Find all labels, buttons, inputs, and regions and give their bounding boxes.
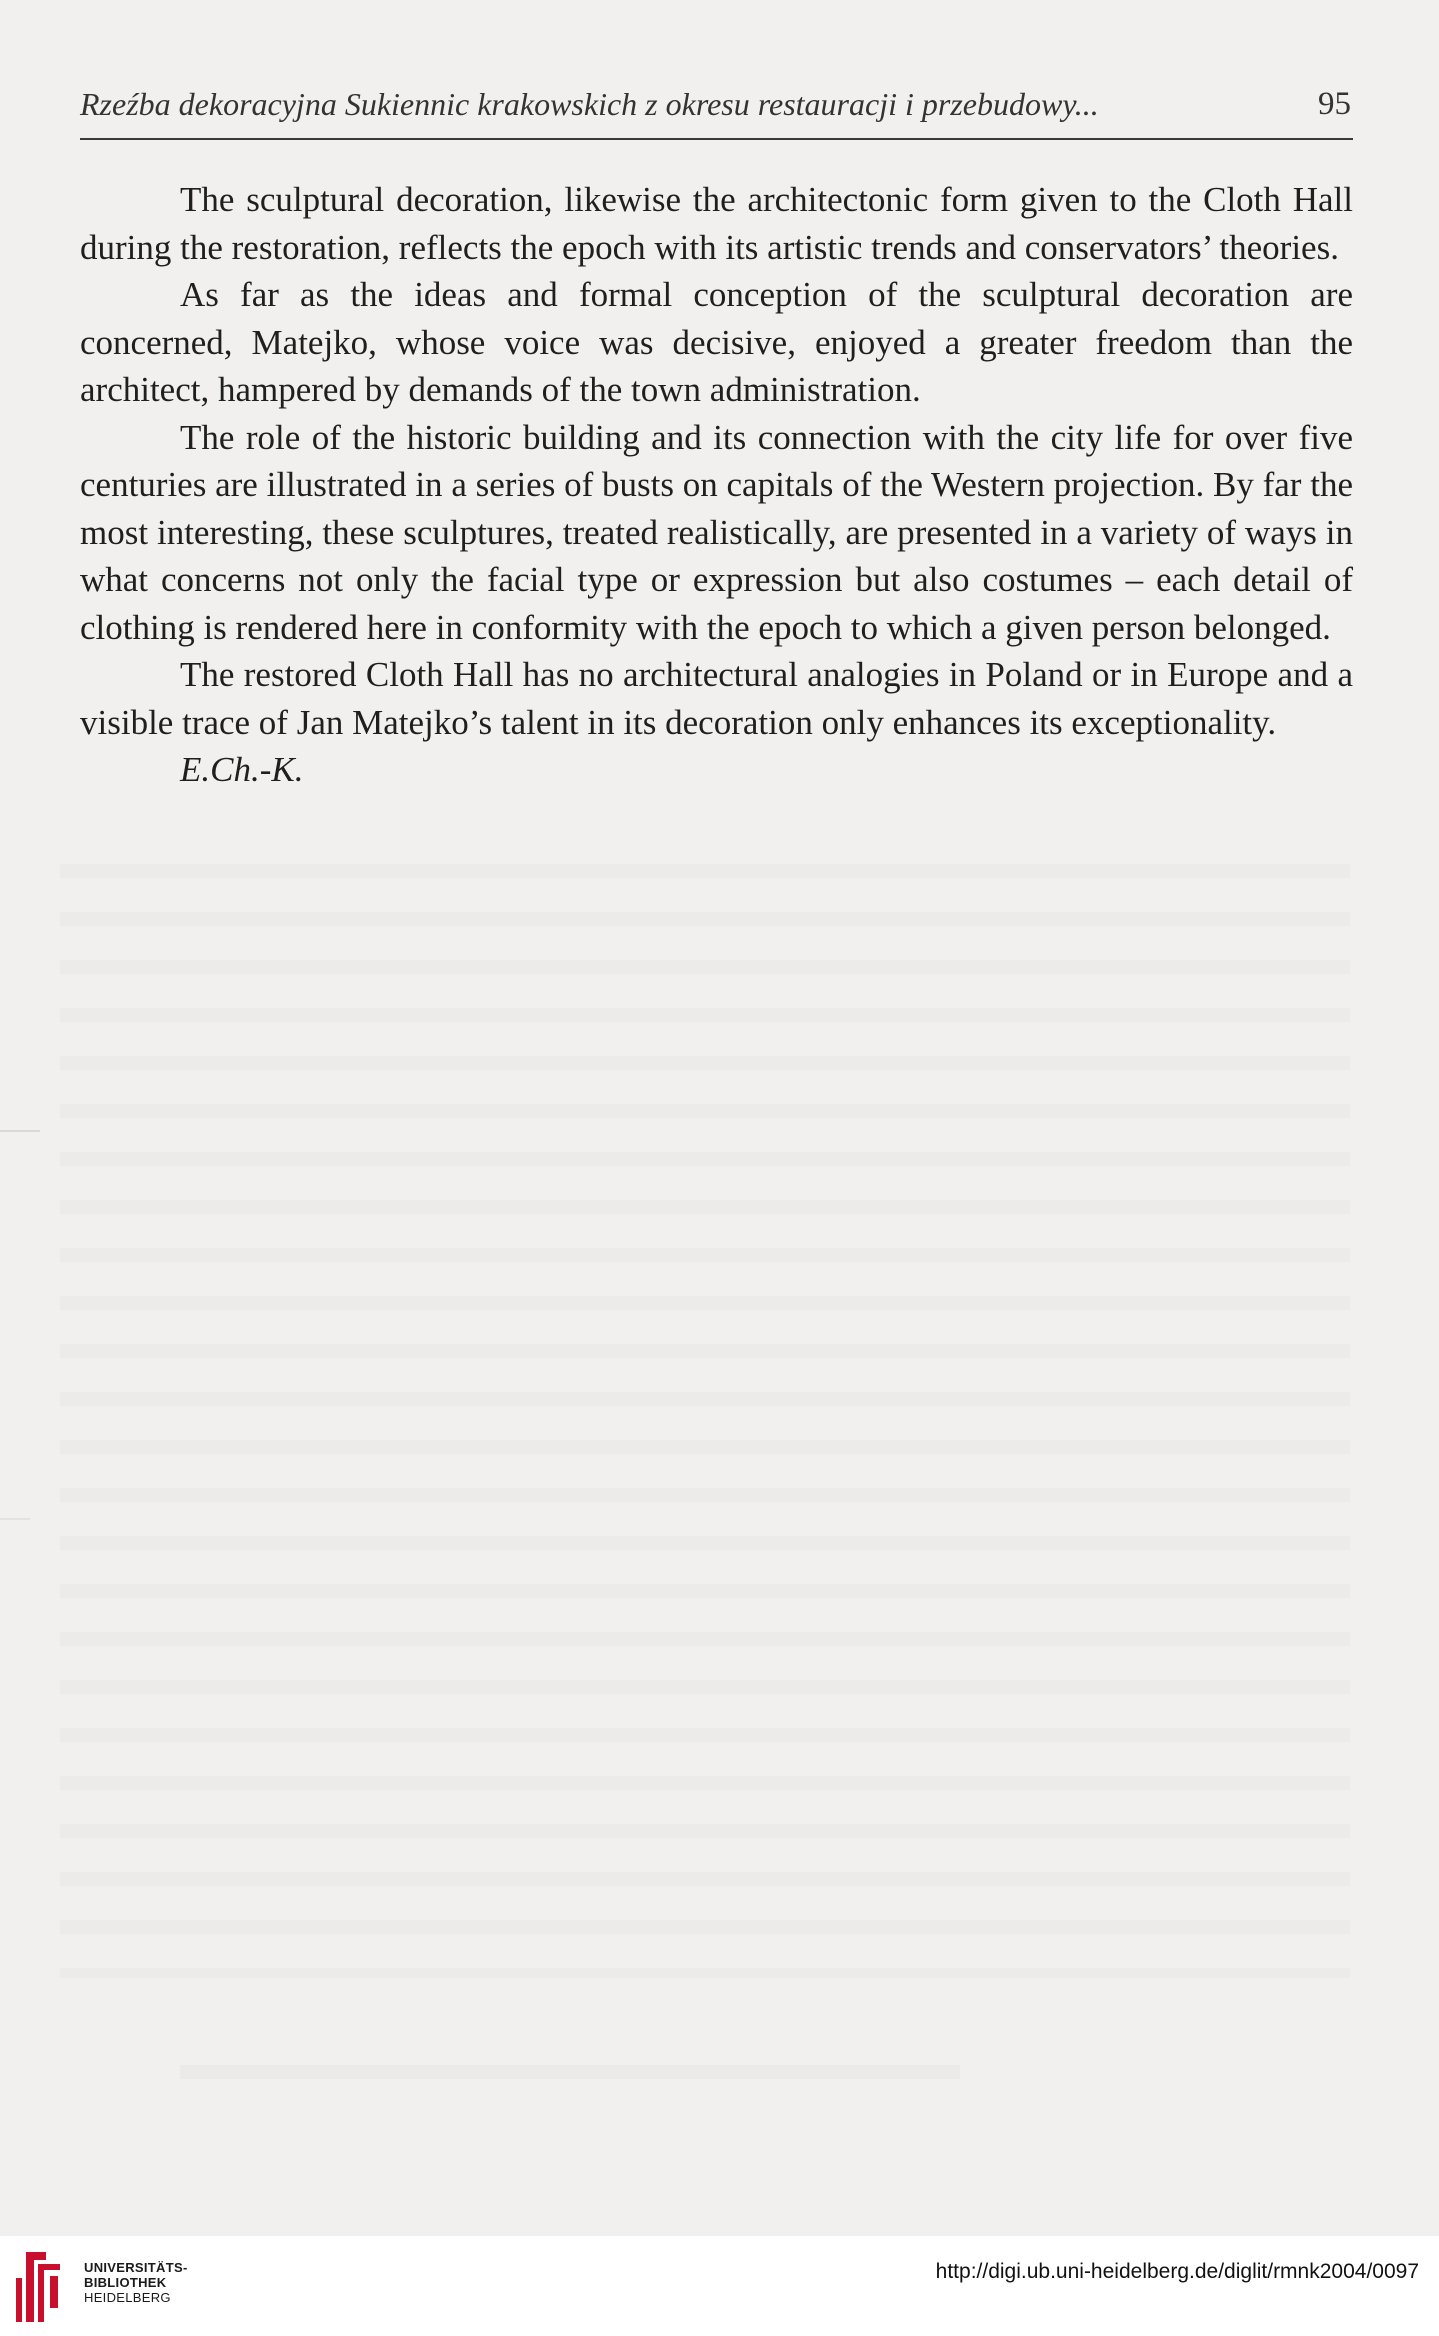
bleed-through-text (60, 838, 1350, 1978)
margin-mark (0, 1130, 40, 1132)
paragraph-2: As far as the ideas and formal conception of the sculptural decoration are concerned, Matejko, whose voice was decisive, enjoyed a greater freedom than the architect, hampered by demands of the town administration. (80, 275, 1353, 409)
running-title: Rzeźba dekoracyjna Sukiennic krakowskich z okresu restauracji i przebudowy... (80, 86, 1099, 122)
heidelberg-library-logo-icon[interactable] (12, 2248, 64, 2326)
library-name-line: UNIVERSITÄTS- (84, 2260, 188, 2275)
running-header (80, 86, 1353, 140)
margin-mark (0, 1518, 30, 1520)
author-signature: E.Ch.-K. (180, 750, 304, 789)
paragraph-4: The restored Cloth Hall has no architectural analogies in Poland or in Europe and a visible trace of Jan Matejko’s talent in its decoration only enhances its exceptionality. (80, 655, 1353, 742)
body-text (80, 176, 1353, 794)
library-name[interactable] (84, 2260, 188, 2305)
library-name-line: HEIDELBERG (84, 2290, 171, 2305)
bleed-through-footnote (180, 2065, 960, 2079)
library-name-line: BIBLIOTHEK (84, 2275, 167, 2290)
page-number: 95 (1318, 86, 1351, 122)
paragraph-3: The role of the historic building and its connection with the city life for over five centuries are illustrated in a series of busts on capitals of the Western projection. By far the most interesting, these sculptures, treated realistically, are presented in a variety of ways in what concerns not only the facial type or expression but also costumes – each detail of clothing is rendered here in conformity with the epoch to which a given person belonged. (80, 417, 1353, 647)
paragraph-1: The sculptural decoration, likewise the architectonic form given to the Cloth Hall during the restoration, reflects the epoch with its artistic trends and conservators’ theories. (80, 180, 1353, 267)
digitization-footer (0, 2236, 1439, 2336)
source-url-link[interactable]: http://digi.ub.uni-heidelberg.de/diglit/rmnk2004/0097 (935, 2260, 1419, 2283)
